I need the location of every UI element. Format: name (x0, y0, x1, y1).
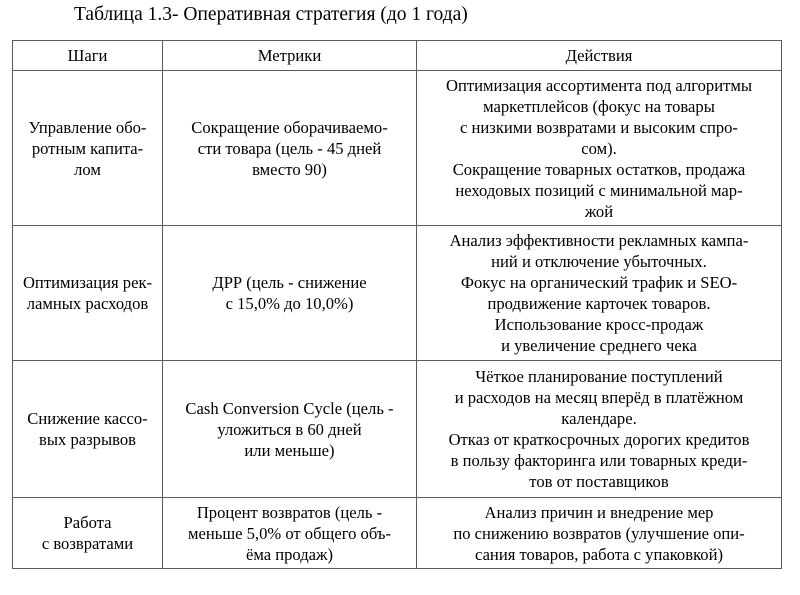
step-cell (13, 498, 163, 569)
table-row (13, 226, 782, 361)
action-text-line: Чёткое планирование поступлений (475, 367, 723, 386)
action-text-line: с низкими возвратами и высоким спро- (460, 117, 738, 137)
action-text-line: в пользу факторинга или товарных креди- (450, 451, 748, 470)
header-steps: Шаги (13, 41, 163, 71)
actions-cell (417, 226, 782, 361)
metric-cell (163, 498, 417, 569)
metric-cell (163, 71, 417, 226)
strategy-table (12, 40, 782, 569)
action-text-line: неходовых позиций с минимальной мар- (455, 180, 743, 200)
metric-text-line: вместо 90) (252, 159, 327, 179)
action-text-line: по снижению возвратов (улучшение опи- (453, 523, 745, 543)
action-text-line: ний и отключение убыточных. (491, 252, 707, 271)
metric-text-line: или меньше) (244, 440, 335, 460)
actions-cell (417, 71, 782, 226)
metric-text-line: меньше 5,0% от общего объ- (188, 523, 391, 543)
action-text-line: продвижение карточек товаров. (487, 294, 711, 313)
step-text-line: Управление обо- (28, 117, 147, 137)
action-text-line: Отказ от краткосрочных дорогих кредитов (448, 430, 750, 449)
metric-cell (163, 361, 417, 498)
action-text-line: и расходов на месяц вперёд в платёжном (454, 388, 744, 407)
action-text-line: жой (584, 201, 614, 221)
step-text-line: вых разрывов (39, 430, 136, 449)
step-text-line: с возвратами (41, 534, 134, 553)
metric-text-line: Сокращение оборачиваемо- (191, 117, 388, 137)
action-text-line: Анализ эффективности рекламных кампа- (449, 231, 749, 250)
step-cell (13, 226, 163, 361)
metric-text-line: ёма продаж) (245, 544, 334, 564)
action-text-line: Анализ причин и внедрение мер (484, 502, 714, 522)
action-text-line: Фокус на органический трафик и SEO- (460, 273, 738, 292)
metric-text-line: сти товара (цель - 45 дней (197, 138, 382, 158)
metric-text-line: Процент возвратов (цель - (196, 502, 383, 522)
step-text-line: ротным капита- (31, 138, 144, 158)
action-text-line: Сокращение товарных остатков, продажа (452, 159, 746, 179)
step-text-line: ламных расходов (26, 294, 149, 313)
action-text-line: календаре. (561, 409, 637, 428)
header-metrics: Метрики (163, 41, 417, 71)
step-text-line: Оптимизация рек- (22, 273, 153, 292)
metric-text-line: уложиться в 60 дней (217, 419, 362, 439)
step-cell (13, 71, 163, 226)
table-caption: Таблица 1.3- Оперативная стратегия (до 1 года) (74, 4, 468, 25)
table-row (13, 498, 782, 569)
metric-cell (163, 226, 417, 361)
actions-cell (417, 498, 782, 569)
metric-text-line: Cash Conversion Cycle (цель - (185, 398, 394, 418)
action-text-line: тов от поставщиков (529, 472, 669, 491)
table-row (13, 361, 782, 498)
step-cell (13, 361, 163, 498)
metric-text-line: ДРР (цель - снижение (212, 273, 367, 292)
action-text-line: Оптимизация ассортимента под алгоритмы (445, 75, 752, 95)
table-header-row (13, 41, 782, 71)
table-row (13, 71, 782, 226)
step-text-line: лом (74, 159, 101, 179)
action-text-line: маркетплейсов (фокус на товары (483, 96, 715, 116)
action-text-line: сания товаров, работа с упаковкой) (475, 544, 723, 564)
action-text-line: Использование кросс-продаж (494, 315, 704, 334)
metric-text-line: с 15,0% до 10,0%) (225, 294, 354, 313)
step-text-line: Снижение кассо- (27, 409, 148, 428)
actions-cell (417, 361, 782, 498)
action-text-line: сом). (581, 138, 617, 158)
step-text-line: Работа (63, 513, 112, 532)
header-actions: Действия (417, 41, 782, 71)
action-text-line: и увеличение среднего чека (501, 336, 697, 355)
